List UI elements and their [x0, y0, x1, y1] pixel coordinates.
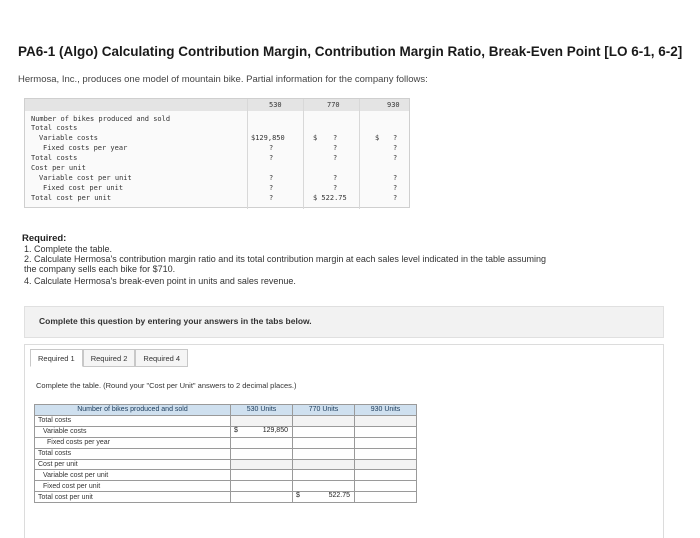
row-label-vcu: Variable cost per unit [35, 470, 231, 481]
tab-required-1[interactable]: Required 1 [30, 349, 83, 367]
input-total-530[interactable] [231, 448, 293, 459]
given-col2-tcu: $ 522.75 [313, 194, 347, 202]
given-label-tcu: Total cost per unit [31, 194, 112, 202]
input-vcu-930[interactable] [355, 470, 417, 481]
table-instruction: Complete the table. (Round your "Cost per Unit" answers to 2 decimal places.) [36, 381, 297, 390]
input-total-770[interactable] [293, 448, 355, 459]
given-col3-fcu: ? [393, 184, 398, 192]
problem-intro: Hermosa, Inc., produces one model of mountain bike. Partial information for the company follows: [18, 74, 428, 85]
given-tcu-value: 522.75 [328, 492, 350, 500]
required-item-2: 2. Calculate Hermosa's contribution margin ratio and its total contribution margin at each sales level indicated in the table assuming [24, 254, 546, 264]
given-col2-fcu: ? [333, 184, 338, 192]
required-heading: Required: [22, 233, 67, 244]
table-header-row [35, 405, 417, 416]
given-col3-variable: ? [393, 134, 398, 142]
input-variable-930[interactable] [355, 426, 417, 437]
given-tcu-cell [293, 492, 355, 503]
input-fcu-930-field[interactable] [355, 481, 416, 491]
given-label-cost-per-unit: Cost per unit [31, 164, 86, 172]
given-col3-vcu: ? [393, 174, 398, 182]
table-row [35, 415, 417, 426]
row-label-variable-costs: Variable costs [35, 426, 231, 437]
input-fcu-770-field[interactable] [293, 481, 354, 491]
input-fcu-930[interactable] [355, 481, 417, 492]
input-total-530-field[interactable] [231, 449, 292, 459]
input-tcu-930-field[interactable] [355, 492, 416, 502]
table-row [35, 437, 417, 448]
given-col3-cur: $ [375, 134, 380, 142]
given-col1-variable: $129,850 [251, 134, 285, 142]
input-fixed-770[interactable] [293, 437, 355, 448]
required-item-1: 1. Complete the table. [24, 244, 113, 254]
given-col2-variable: ? [333, 134, 338, 142]
input-variable-770[interactable] [293, 426, 355, 437]
header-label: Number of bikes produced and sold [35, 405, 231, 416]
given-col3-tcu: ? [393, 194, 398, 202]
given-label-total-costs: Total costs [31, 124, 78, 132]
given-col2-fixed: ? [333, 144, 338, 152]
row-label-cost-per-unit: Cost per unit [35, 459, 231, 470]
input-fcu-770[interactable] [293, 481, 355, 492]
input-fixed-530[interactable] [231, 437, 293, 448]
given-variable-cost-value: 129,850 [262, 426, 288, 434]
currency-symbol: $ [234, 426, 238, 434]
table-row [35, 426, 417, 437]
input-vcu-530-field[interactable] [231, 470, 292, 480]
input-vcu-770-field[interactable] [293, 470, 354, 480]
given-col2-cur: $ [313, 134, 318, 142]
input-total-770-field[interactable] [293, 449, 354, 459]
currency-symbol: $ [296, 492, 300, 500]
given-col1-fixed: ? [269, 144, 274, 152]
input-fcu-530-field[interactable] [231, 481, 292, 491]
input-vcu-530[interactable] [231, 470, 293, 481]
page-title: PA6-1 (Algo) Calculating Contribution Margin, Contribution Margin Ratio, Break-Even Point [LO 6-1, 6-2] [18, 44, 683, 59]
given-col3-units: 930 [387, 101, 400, 109]
input-tcu-530-field[interactable] [231, 492, 292, 502]
table-row [35, 459, 417, 470]
tab-required-2[interactable]: Required 2 [83, 349, 136, 367]
input-fcu-530[interactable] [231, 481, 293, 492]
input-variable-770-field[interactable] [293, 427, 354, 437]
given-label-units: Number of bikes produced and sold [31, 115, 171, 123]
input-vcu-770[interactable] [293, 470, 355, 481]
header-770: 770 Units [293, 405, 355, 416]
given-label-total: Total costs [31, 154, 78, 162]
input-tcu-930[interactable] [355, 492, 417, 503]
table-row [35, 470, 417, 481]
given-label-fcu: Fixed cost per unit [43, 184, 124, 192]
given-col3-total: ? [393, 154, 398, 162]
given-col1-units: 530 [269, 101, 282, 109]
input-total-930-field[interactable] [355, 449, 416, 459]
input-fixed-930-field[interactable] [355, 438, 416, 448]
required-tabs [30, 349, 188, 369]
given-data-table [24, 98, 410, 208]
given-col2-units: 770 [327, 101, 340, 109]
row-label-fixed-costs: Fixed costs per year [35, 437, 231, 448]
given-col3-fixed: ? [393, 144, 398, 152]
row-label-total-costs: Total costs [35, 415, 231, 426]
input-fixed-930[interactable] [355, 437, 417, 448]
given-label-variable: Variable costs [39, 134, 99, 142]
given-col2-vcu: ? [333, 174, 338, 182]
required-item-4: 4. Calculate Hermosa's break-even point in units and sales revenue. [24, 276, 296, 286]
complete-question-box [24, 306, 664, 338]
answer-table [34, 404, 417, 503]
row-label-tcu: Total cost per unit [35, 492, 231, 503]
row-label-total: Total costs [35, 448, 231, 459]
input-total-930[interactable] [355, 448, 417, 459]
row-label-fcu: Fixed cost per unit [35, 481, 231, 492]
given-col1-vcu: ? [269, 174, 274, 182]
given-col1-tcu: ? [269, 194, 274, 202]
required-item-2-cont: the company sells each bike for $710. [24, 264, 176, 274]
table-row [35, 448, 417, 459]
table-row [35, 492, 417, 503]
input-tcu-530[interactable] [231, 492, 293, 503]
given-col1-total: ? [269, 154, 274, 162]
header-930: 930 Units [355, 405, 417, 416]
table-row [35, 481, 417, 492]
input-fixed-530-field[interactable] [231, 438, 292, 448]
tab-required-4[interactable]: Required 4 [135, 349, 188, 367]
given-col2-total: ? [333, 154, 338, 162]
input-variable-930-field[interactable] [355, 427, 416, 437]
given-header-band [25, 99, 409, 111]
input-vcu-930-field[interactable] [355, 470, 416, 480]
complete-question-text: Complete this question by entering your answers in the tabs below. [39, 316, 312, 326]
input-fixed-770-field[interactable] [293, 438, 354, 448]
given-variable-cost-cell [231, 426, 293, 437]
given-col1-fcu: ? [269, 184, 274, 192]
header-530: 530 Units [231, 405, 293, 416]
given-label-fixed: Fixed costs per year [43, 144, 128, 152]
given-label-vcu: Variable cost per unit [39, 174, 132, 182]
